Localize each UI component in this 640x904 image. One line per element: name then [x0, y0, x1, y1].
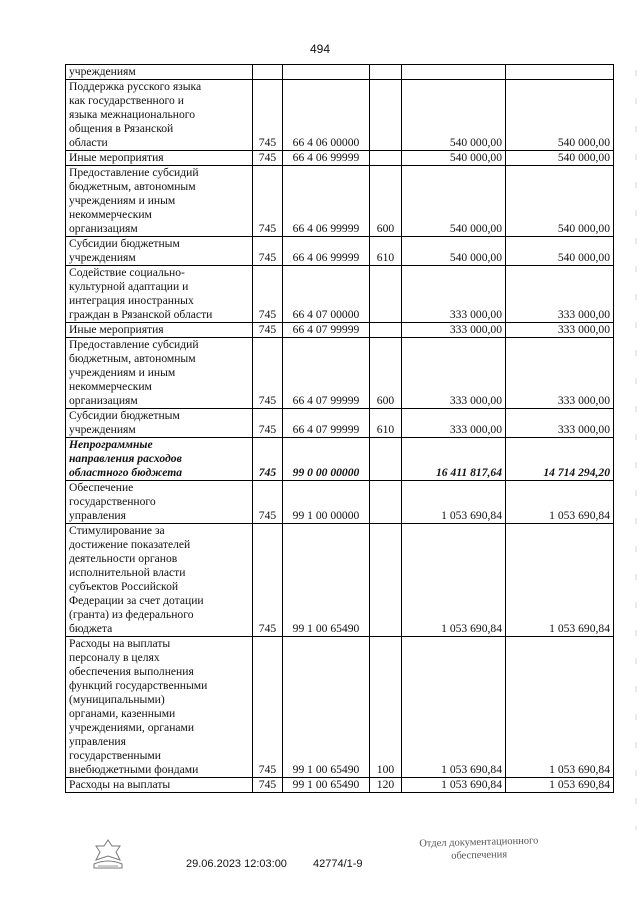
- table-row: [66, 80, 614, 151]
- row-sum-year-2: 333 000,00: [506, 323, 614, 338]
- row-grbs: 745: [253, 524, 283, 637]
- row-name: учреждениям: [66, 65, 253, 80]
- row-grbs: 745: [253, 323, 283, 338]
- table-row: [66, 237, 614, 266]
- row-sum-year-1: 1 053 690,84: [402, 778, 506, 793]
- row-sum-year-1: 333 000,00: [402, 266, 506, 323]
- coat-of-arms-icon: [90, 838, 126, 872]
- row-grbs: 745: [253, 409, 283, 438]
- row-name: Обеспечение государственного управления: [66, 481, 253, 524]
- row-name: Субсидии бюджетным учреждениям: [66, 409, 253, 438]
- table-row: [66, 338, 614, 409]
- row-target-article: 66 4 07 99999: [283, 338, 370, 409]
- row-expense-type: [370, 80, 402, 151]
- row-target-article: 66 4 06 99999: [283, 166, 370, 237]
- table-row: [66, 778, 614, 793]
- row-sum-year-1: 1 053 690,84: [402, 524, 506, 637]
- row-name: Иные мероприятия: [66, 323, 253, 338]
- row-sum-year-1: 16 411 817,64: [402, 438, 506, 481]
- row-expense-type: [370, 481, 402, 524]
- row-sum-year-1: 1 053 690,84: [402, 481, 506, 524]
- row-expense-type: 610: [370, 409, 402, 438]
- row-target-article: 66 4 06 99999: [283, 237, 370, 266]
- row-grbs: 745: [253, 266, 283, 323]
- row-expense-type: 600: [370, 338, 402, 409]
- row-sum-year-2: 1 053 690,84: [506, 778, 614, 793]
- table-row: [66, 637, 614, 778]
- row-grbs: 745: [253, 166, 283, 237]
- row-sum-year-1: 540 000,00: [402, 151, 506, 166]
- row-grbs: 745: [253, 80, 283, 151]
- row-target-article: 66 4 06 99999: [283, 151, 370, 166]
- row-expense-type: 610: [370, 237, 402, 266]
- stamp-line-1: Отдел документационного: [419, 835, 539, 850]
- row-expense-type: 600: [370, 166, 402, 237]
- row-target-article: 99 0 00 00000: [283, 438, 370, 481]
- table-row: [66, 266, 614, 323]
- row-sum-year-2: [506, 65, 614, 80]
- table-row: [66, 65, 614, 80]
- budget-table-body: [66, 65, 614, 793]
- row-target-article: 99 1 00 65490: [283, 778, 370, 793]
- row-expense-type: 120: [370, 778, 402, 793]
- row-sum-year-1: 333 000,00: [402, 409, 506, 438]
- row-sum-year-1: 333 000,00: [402, 323, 506, 338]
- row-sum-year-1: 1 053 690,84: [402, 637, 506, 778]
- row-target-article: 66 4 07 99999: [283, 409, 370, 438]
- row-sum-year-1: 540 000,00: [402, 237, 506, 266]
- row-grbs: 745: [253, 637, 283, 778]
- row-sum-year-2: 540 000,00: [506, 237, 614, 266]
- row-grbs: 745: [253, 481, 283, 524]
- row-sum-year-2: 1 053 690,84: [506, 481, 614, 524]
- row-target-article: 99 1 00 65490: [283, 524, 370, 637]
- row-grbs: 745: [253, 151, 283, 166]
- row-grbs: 745: [253, 338, 283, 409]
- row-name: Поддержка русского языка как государственного и языка межнационального общения в Рязанской области: [66, 80, 253, 151]
- row-name: Предоставление субсидий бюджетным, автономным учреждениям и иным некоммерческим организациям: [66, 166, 253, 237]
- table-row: [66, 409, 614, 438]
- row-name: Иные мероприятия: [66, 151, 253, 166]
- table-row: [66, 481, 614, 524]
- row-expense-type: 100: [370, 637, 402, 778]
- table-row: [66, 151, 614, 166]
- row-grbs: 745: [253, 237, 283, 266]
- row-sum-year-1: 540 000,00: [402, 80, 506, 151]
- row-sum-year-2: 333 000,00: [506, 409, 614, 438]
- row-expense-type: [370, 524, 402, 637]
- row-expense-type: [370, 266, 402, 323]
- row-expense-type: [370, 151, 402, 166]
- row-target-article: 66 4 06 00000: [283, 80, 370, 151]
- row-target-article: [283, 65, 370, 80]
- row-grbs: 745: [253, 438, 283, 481]
- row-grbs: 745: [253, 778, 283, 793]
- table-row: [66, 323, 614, 338]
- row-sum-year-1: 333 000,00: [402, 338, 506, 409]
- row-name: Предоставление субсидий бюджетным, автономным учреждениям и иным некоммерческим организациям: [66, 338, 253, 409]
- row-sum-year-2: 540 000,00: [506, 166, 614, 237]
- page-number: 494: [309, 42, 331, 56]
- footer-datetime: 29.06.2023 12:03:00: [186, 858, 287, 870]
- row-sum-year-2: 1 053 690,84: [506, 637, 614, 778]
- row-expense-type: [370, 438, 402, 481]
- department-stamp: [404, 834, 555, 864]
- stamp-line-2: обеспечения: [450, 849, 508, 862]
- row-name: Расходы на выплаты: [66, 778, 253, 793]
- table-row: [66, 524, 614, 637]
- row-sum-year-2: 540 000,00: [506, 80, 614, 151]
- row-sum-year-1: 540 000,00: [402, 166, 506, 237]
- row-name: Стимулирование за достижение показателей деятельности органов исполнительной власти субъектов Российской Федерации за счет дотации (гранта) из федерального бюджета: [66, 524, 253, 637]
- row-expense-type: [370, 65, 402, 80]
- row-target-article: 99 1 00 00000: [283, 481, 370, 524]
- row-expense-type: [370, 323, 402, 338]
- row-sum-year-1: [402, 65, 506, 80]
- row-target-article: 99 1 00 65490: [283, 637, 370, 778]
- row-sum-year-2: 1 053 690,84: [506, 524, 614, 637]
- row-sum-year-2: 540 000,00: [506, 151, 614, 166]
- row-sum-year-2: 333 000,00: [506, 266, 614, 323]
- row-name: Расходы на выплаты персоналу в целях обеспечения выполнения функций государственными (муниципальными) органами, казенными учреждениями, органами управления государственными внебюджетными фондами: [66, 637, 253, 778]
- row-sum-year-2: 333 000,00: [506, 338, 614, 409]
- row-name: Содействие социально- культурной адаптации и интеграция иностранных граждан в Рязанской области: [66, 266, 253, 323]
- row-sum-year-2: 14 714 294,20: [506, 438, 614, 481]
- table-row: [66, 166, 614, 237]
- table-row: [66, 438, 614, 481]
- row-name: Непрограммные направления расходов областного бюджета: [66, 438, 253, 481]
- footer-doc-number: 42774/1-9: [313, 858, 363, 870]
- row-target-article: 66 4 07 99999: [283, 323, 370, 338]
- row-grbs: [253, 65, 283, 80]
- budget-table: [65, 64, 614, 793]
- scan-edge-marks: [634, 70, 638, 830]
- row-name: Субсидии бюджетным учреждениям: [66, 237, 253, 266]
- row-target-article: 66 4 07 00000: [283, 266, 370, 323]
